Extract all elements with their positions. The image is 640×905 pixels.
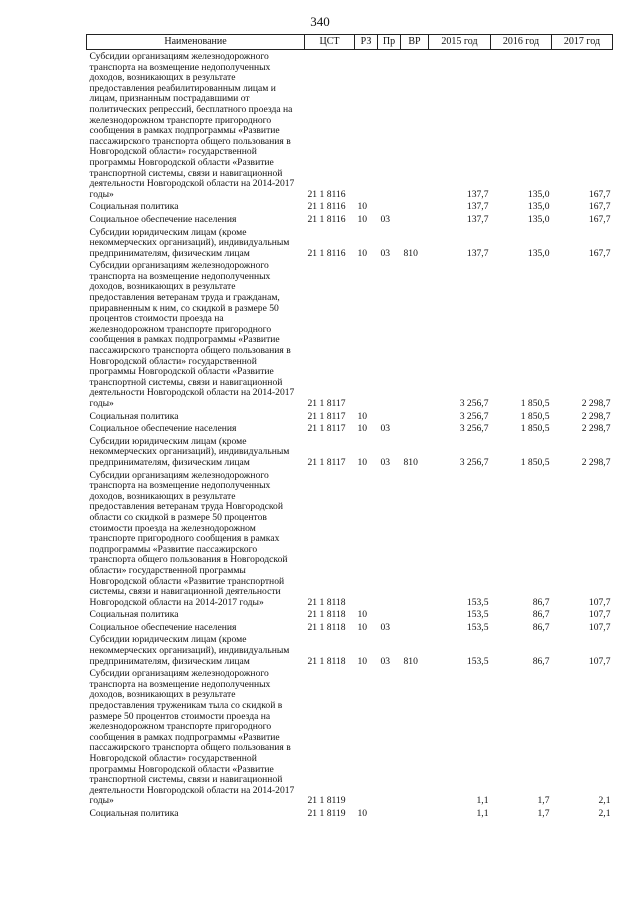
cell-y2017: 2 298,7 <box>581 410 611 422</box>
cell-pr: 03 <box>380 213 391 225</box>
cell-y2016: 86,7 <box>532 655 550 667</box>
cell-rz: 10 <box>357 423 368 435</box>
table-row <box>87 422 613 435</box>
cell-y2016: 86,7 <box>532 609 550 621</box>
cell-vr <box>401 608 429 621</box>
table-header-row <box>87 35 613 50</box>
cell-rz: 10 <box>357 213 368 225</box>
cell-pr <box>378 410 401 423</box>
table-row <box>87 435 613 469</box>
cell-y2015: 137,7 <box>466 213 489 225</box>
cell-name: Социальная политика <box>89 201 179 213</box>
cell-y2016: 86,7 <box>532 596 550 608</box>
cell-rz: 10 <box>357 807 368 819</box>
cell-rz <box>355 469 378 609</box>
cell-y2016: 1 850,5 <box>520 398 550 409</box>
cell-name: Субсидии юридическим лицам (кроме некоммерческих организаций), индивидуальным предпринимателям, физическим лицам <box>89 226 290 259</box>
cell-cst: 21 1 8117 <box>307 423 346 435</box>
cell-name: Социальная политика <box>89 807 179 819</box>
cell-y2017: 2,1 <box>598 795 611 807</box>
cell-y2015: 3 256,7 <box>459 423 489 435</box>
cell-rz: 10 <box>357 609 368 621</box>
cell-cst: 21 1 8117 <box>307 410 346 422</box>
cell-y2017: 107,7 <box>588 596 611 608</box>
cell-y2016: 1 850,5 <box>520 456 550 468</box>
cell-vr: 810 <box>403 247 418 259</box>
cell-pr: 03 <box>380 655 391 667</box>
cell-pr <box>378 50 401 201</box>
cell-y2017: 167,7 <box>588 213 611 225</box>
cell-y2016: 1,7 <box>537 795 550 807</box>
cell-pr <box>378 667 401 807</box>
cell-vr <box>401 213 429 226</box>
cell-name: Социальное обеспечение населения <box>89 621 237 633</box>
cell-y2015: 153,5 <box>466 655 489 667</box>
cell-rz: 10 <box>357 201 368 213</box>
cell-y2016: 135,0 <box>527 247 550 259</box>
cell-vr <box>401 410 429 423</box>
cell-pr <box>378 200 401 213</box>
cell-vr: 810 <box>403 456 418 468</box>
cell-y2016: 135,0 <box>527 201 550 213</box>
table-row <box>87 807 613 820</box>
header-2016: 2016 год <box>491 35 552 50</box>
cell-pr: 03 <box>380 456 391 468</box>
cell-rz: 10 <box>357 655 368 667</box>
header-2015: 2015 год <box>429 35 491 50</box>
table-row <box>87 469 613 609</box>
cell-name: Субсидии организациям железнодорожного транспорта на возмещение недополученных доходов, возникающих в результате предоставления реабилитированным лицам и лицам, признанным пострадавшими от политических репрессий, бесплатного проезда на железнодорожном транспорте пригородного сообщения в рамках подпрограммы «Развитие пассажирского транспорта общего пользования в Новгородской области» государственной программы Новгородской области «Развитие транспортной системы, связи и навигационной деятельности Новгородской области на 2014-2017 годы» <box>89 51 295 200</box>
cell-y2017: 2 298,7 <box>581 423 611 435</box>
cell-y2015: 137,7 <box>466 188 489 200</box>
cell-name: Субсидии организациям железнодорожного транспорта на возмещение недополученных доходов, возникающих в результате предоставления ветеранам труда Новгородской области со скидкой в размере 50 процентов стоимости проезда на железнодорожном транспорте пригородного сообщения в рамках подпрограммы «Развитие пассажирского транспорта общего пользования в Новгородской области» государственной программы Новгородской области «Развитие транспортной системы, связи и навигационной деятельности Новгородской области на 2014-2017 годы» <box>89 469 288 608</box>
table-body <box>87 50 613 820</box>
table-row <box>87 226 613 260</box>
cell-vr <box>401 621 429 634</box>
cell-y2015: 3 256,7 <box>459 456 489 468</box>
cell-y2015: 3 256,7 <box>459 398 489 409</box>
cell-name: Субсидии организациям железнодорожного транспорта на возмещение недополученных доходов, возникающих в результате предоставления труженикам тыла со скидкой в размере 50 процентов стоимости проезда на железнодорожном транспорте пригородного сообщения в рамках подпрограммы «Развитие пассажирского транспорта общего пользования в Новгородской области» государственной программы Новгородской области «Развитие транспортной системы, связи и навигационной деятельности Новгородской области на 2014-2017 годы» <box>89 668 295 807</box>
cell-cst: 21 1 8116 <box>307 247 346 259</box>
cell-y2017: 107,7 <box>588 609 611 621</box>
cell-pr <box>378 807 401 820</box>
header-rz: РЗ <box>355 35 378 50</box>
cell-name: Субсидии организациям железнодорожного транспорта на возмещение недополученных доходов, возникающих в результате предоставления ветеранам труда и гражданам, приравненным к ним, со скидкой в размере 50 процентов стоимости проезда на железнодорожном транспорте пригородного сообщения в рамках подпрограммы «Развитие пассажирского транспорта общего пользования в Новгородской области» государственной программы Новгородской области «Развитие транспортной системы, связи и навигационной деятельности Новгородской области на 2014-2017 годы» <box>89 260 295 409</box>
header-cst: ЦСТ <box>305 35 355 50</box>
cell-cst: 21 1 8117 <box>307 456 346 468</box>
cell-cst: 21 1 8116 <box>307 188 346 200</box>
table-row <box>87 621 613 634</box>
cell-y2017: 167,7 <box>588 188 611 200</box>
cell-y2015: 137,7 <box>466 247 489 259</box>
cell-pr <box>378 259 401 409</box>
cell-y2016: 1,7 <box>537 807 550 819</box>
cell-y2017: 2 298,7 <box>581 456 611 468</box>
table-row <box>87 633 613 667</box>
cell-y2016: 1 850,5 <box>520 423 550 435</box>
cell-cst: 21 1 8118 <box>307 655 346 667</box>
cell-y2017: 107,7 <box>588 621 611 633</box>
cell-y2015: 1,1 <box>476 795 489 807</box>
cell-vr <box>401 259 429 409</box>
cell-y2016: 86,7 <box>532 621 550 633</box>
table-row <box>87 213 613 226</box>
cell-y2015: 3 256,7 <box>459 410 489 422</box>
cell-name: Социальное обеспечение населения <box>89 213 237 225</box>
cell-cst: 21 1 8117 <box>307 398 346 409</box>
cell-rz <box>355 50 378 201</box>
table-row <box>87 200 613 213</box>
cell-y2015: 137,7 <box>466 201 489 213</box>
table-row <box>87 608 613 621</box>
cell-pr: 03 <box>380 621 391 633</box>
cell-y2015: 1,1 <box>476 807 489 819</box>
cell-cst: 21 1 8119 <box>307 795 346 807</box>
cell-name: Социальное обеспечение населения <box>89 423 237 435</box>
cell-cst: 21 1 8119 <box>307 807 346 819</box>
cell-y2017: 167,7 <box>588 247 611 259</box>
cell-name: Субсидии юридическим лицам (кроме некоммерческих организаций), индивидуальным предпринимателям, физическим лицам <box>89 435 290 468</box>
table-row <box>87 667 613 807</box>
cell-y2016: 135,0 <box>527 213 550 225</box>
cell-name: Социальная политика <box>89 410 179 422</box>
header-vr: ВР <box>401 35 429 50</box>
cell-name: Социальная политика <box>89 609 179 621</box>
cell-cst: 21 1 8118 <box>307 621 346 633</box>
cell-y2017: 167,7 <box>588 201 611 213</box>
table-row <box>87 50 613 201</box>
cell-pr <box>378 608 401 621</box>
cell-y2016: 135,0 <box>527 188 550 200</box>
cell-rz <box>355 667 378 807</box>
cell-cst: 21 1 8116 <box>307 201 346 213</box>
cell-rz <box>355 259 378 409</box>
header-2017: 2017 год <box>552 35 613 50</box>
budget-table <box>86 34 613 820</box>
cell-y2017: 2,1 <box>598 807 611 819</box>
cell-y2015: 153,5 <box>466 609 489 621</box>
cell-pr: 03 <box>380 423 391 435</box>
cell-y2017: 107,7 <box>588 655 611 667</box>
cell-rz: 10 <box>357 247 368 259</box>
cell-rz: 10 <box>357 621 368 633</box>
cell-vr <box>401 667 429 807</box>
header-name: Наименование <box>87 35 305 50</box>
cell-vr <box>401 200 429 213</box>
cell-name: Субсидии юридическим лицам (кроме некоммерческих организаций), индивидуальным предпринимателям, физическим лицам <box>89 634 290 667</box>
cell-cst: 21 1 8116 <box>307 213 346 225</box>
cell-cst: 21 1 8118 <box>307 609 346 621</box>
cell-vr: 810 <box>403 655 418 667</box>
cell-rz: 10 <box>357 456 368 468</box>
cell-vr <box>401 807 429 820</box>
cell-rz: 10 <box>357 410 368 422</box>
cell-cst: 21 1 8118 <box>307 596 346 608</box>
header-pr: Пр <box>378 35 401 50</box>
cell-vr <box>401 50 429 201</box>
page-number: 340 <box>310 14 330 29</box>
cell-vr <box>401 422 429 435</box>
cell-pr <box>378 469 401 609</box>
cell-pr: 03 <box>380 247 391 259</box>
cell-y2017: 2 298,7 <box>581 398 611 409</box>
cell-y2015: 153,5 <box>466 621 489 633</box>
table-row <box>87 410 613 423</box>
cell-vr <box>401 469 429 609</box>
cell-y2016: 1 850,5 <box>520 410 550 422</box>
cell-y2015: 153,5 <box>466 596 489 608</box>
table-row <box>87 259 613 409</box>
